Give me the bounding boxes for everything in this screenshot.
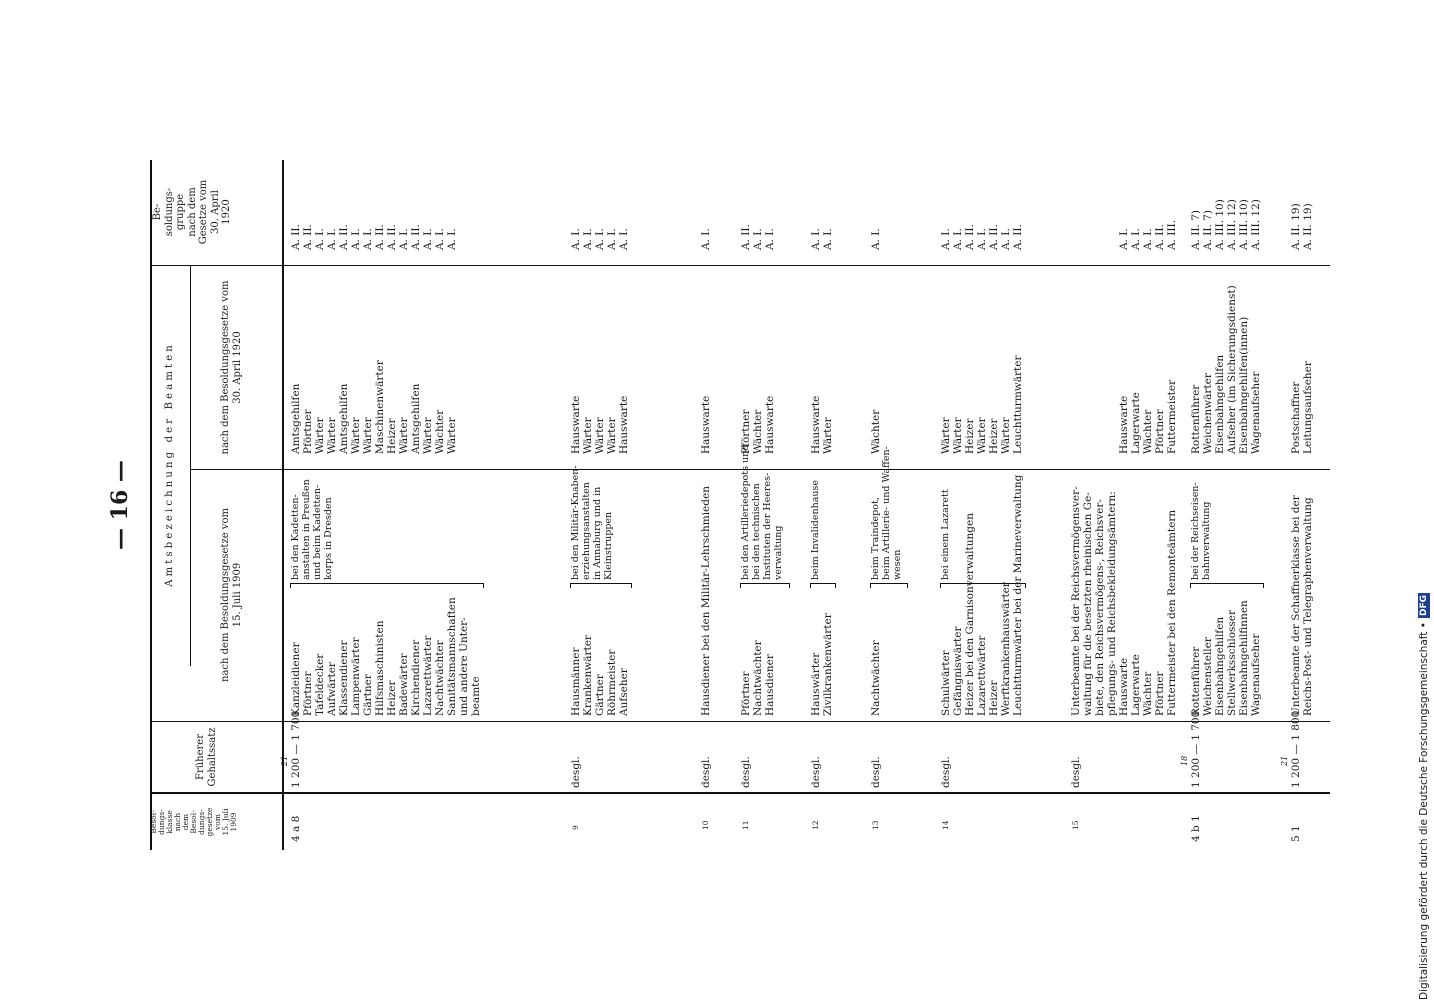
old-titles: [570, 635, 630, 716]
new-title: Pförtner: [740, 409, 752, 454]
old-title: Unterbeamte der Schaffnerklasse bei der: [1290, 495, 1302, 716]
besoldungsgruppe: A. I.: [700, 228, 712, 250]
salary: desgl.: [810, 756, 822, 788]
old-titles: [1290, 495, 1314, 716]
besoldungsgruppe: A. II.: [1154, 224, 1166, 250]
old-title: Sanitätsmannschaften: [446, 597, 458, 716]
old-title: Eisenbahngehilfinnen: [1238, 600, 1250, 716]
row-number: 11: [741, 820, 750, 830]
new-title: [1106, 380, 1118, 454]
old-title: Lazarettwärter: [976, 635, 988, 716]
new-title: Amtsgehilfen: [338, 383, 350, 454]
besoldungsgruppe: [1106, 220, 1118, 250]
besoldungsgruppe: A. I.: [362, 228, 374, 250]
old-title-note: bei den Militär-Knaben- erziehungsanstalten in Annaburg und in Kleinstruppen: [570, 465, 614, 580]
new-title: Heizer: [964, 418, 976, 454]
salary-table: [150, 160, 1330, 850]
new-title: [1082, 380, 1094, 454]
groups: [700, 228, 712, 250]
new-title: Hauswarte: [570, 395, 582, 454]
besoldungsgruppe: A. II.: [964, 224, 976, 250]
old-title: beamte: [470, 676, 482, 716]
besoldungsgruppe: A. II.: [988, 224, 1000, 250]
new-title: Leuchtturmwärter: [1012, 355, 1024, 454]
besoldungsklasse: 4 a 8: [290, 815, 302, 842]
column-rule-4: [150, 265, 1330, 266]
besoldungsgruppe: A. I.: [350, 228, 362, 250]
new-title: Hauswarte: [1118, 395, 1130, 454]
row-number: 10: [701, 820, 710, 830]
new-title: Wärter: [326, 417, 338, 454]
new-title: Amtsgehilfen: [410, 383, 422, 454]
old-title: Heizer: [386, 680, 398, 716]
new-title: Wächter: [434, 409, 446, 454]
page-number: — 16 —: [107, 460, 133, 550]
row-number: 9: [571, 825, 580, 830]
new-title: Amtsgehilfen: [290, 383, 302, 454]
besoldungsgruppe: A. I.: [594, 228, 606, 250]
new-title: Aufseher (im Sicherungsdienst): [1226, 285, 1238, 454]
old-title: Röhrmeister: [606, 649, 618, 716]
new-titles: [700, 396, 712, 454]
new-titles: [810, 396, 834, 454]
besoldungsgruppe: [1082, 220, 1094, 250]
besoldungsgruppe: A. II. 19): [1302, 203, 1314, 250]
new-title: Pförtner: [302, 409, 314, 454]
header-nach-1909: nach dem Besoldungsgesetze vom 15. Juli 1909: [220, 508, 243, 682]
new-title: Wärter: [606, 417, 618, 454]
new-title: Eisenbahngehilfen(innen): [1238, 316, 1250, 454]
old-titles: [740, 640, 776, 716]
besoldungsgruppe: A. II.: [410, 224, 422, 250]
dfg-logo: DFG: [1419, 595, 1429, 617]
row-number: 13: [871, 820, 880, 830]
old-title: Heizer bei den Garnisonverwaltungen: [964, 513, 976, 716]
besoldungsgruppe: A. III. 12): [1250, 199, 1262, 250]
new-title: Lagerwarte: [1130, 392, 1142, 454]
salary: desgl.: [1070, 756, 1082, 788]
new-title: Wagenaufseher: [1250, 371, 1262, 454]
new-title: [1070, 380, 1082, 454]
old-title: Pförtner: [1154, 671, 1166, 716]
old-title: Reichs-Post- und Telegraphenverwaltung: [1302, 497, 1314, 716]
besoldungsgruppe: A. I.: [570, 228, 582, 250]
besoldungsgruppe: A. II.: [302, 224, 314, 250]
new-titles: [290, 360, 458, 454]
old-title: Wächter: [1142, 671, 1154, 716]
old-title-note: bei einem Lazarett: [940, 489, 951, 580]
new-title: Hauswarte: [700, 395, 712, 454]
salary: desgl.: [940, 756, 952, 788]
new-title: Wärter: [314, 417, 326, 454]
old-title: Weichensteller: [1202, 637, 1214, 716]
old-title: Gärtner: [594, 674, 606, 716]
header-besoldungsklasse: Besol- dungs- klasse nach dem Besol- dungs- gesetze vom 15. Juli 1909: [149, 807, 238, 837]
brace: [740, 583, 790, 588]
old-titles: [1070, 486, 1178, 716]
old-title: Leuchtturmwärter bei der Marineverwaltung: [1012, 474, 1024, 716]
old-title: Hilfsmaschinisten: [374, 620, 386, 716]
new-title: Hauswarte: [810, 395, 822, 454]
old-title: Hausmänner: [570, 647, 582, 716]
old-title: Aufwärter: [326, 662, 338, 716]
header-nach-1920: nach dem Besoldungsgesetze vom 30. April 1920: [220, 280, 243, 455]
besoldungsgruppe: A. I.: [1130, 228, 1142, 250]
besoldungsgruppe: A. II. 7): [1190, 209, 1202, 250]
old-title: Kirchendiener: [410, 639, 422, 716]
salary: desgl.: [740, 756, 752, 788]
new-title: Wärter: [952, 417, 964, 454]
old-title: Unterbeamte bei der Reichsvermögensver-: [1070, 486, 1082, 716]
header-rule: [282, 160, 284, 850]
besoldungsklasse: 4 b 1: [1190, 815, 1202, 842]
salary: 1 200 — 1 800: [1290, 710, 1302, 788]
old-titles: [290, 597, 482, 716]
new-title: Wärter: [582, 417, 594, 454]
new-titles: [1070, 380, 1178, 454]
new-title: Futtermeister: [1166, 379, 1178, 454]
groups: [940, 224, 1024, 250]
digitization-note-text: Digitalisierung gefördert durch die Deutsche Forschungsgemeinschaft •: [1418, 622, 1430, 1000]
digitization-note: [1414, 0, 1434, 1000]
besoldungsgruppe: A. I.: [976, 228, 988, 250]
groups: [290, 224, 458, 250]
salary: 1 200 — 1 700: [290, 710, 302, 788]
new-title: Wächter: [870, 409, 882, 454]
old-title: Schulwärter: [940, 650, 952, 716]
groups: [1190, 199, 1262, 250]
old-title: Stellwerksschlosser: [1226, 609, 1238, 716]
old-title: Badewärter: [398, 653, 410, 716]
new-title: Heizer: [988, 418, 1000, 454]
besoldungsgruppe: A. II.: [290, 224, 302, 250]
groups: [570, 228, 630, 250]
besoldungsgruppe: A. I.: [446, 228, 458, 250]
besoldungsgruppe: A. I.: [606, 228, 618, 250]
besoldungsgruppe: A. II. 7): [1202, 209, 1214, 250]
brace: [1190, 583, 1264, 588]
old-titles: [700, 486, 712, 716]
new-title: Pförtner: [1154, 409, 1166, 454]
new-title: Hauswarte: [618, 395, 630, 454]
old-title: Klassendiener: [338, 640, 350, 716]
besoldungsgruppe: A. I.: [940, 228, 952, 250]
row-number: 12: [811, 820, 820, 830]
new-title: Wärter: [350, 417, 362, 454]
new-title: Wärter: [594, 417, 606, 454]
salary: desgl.: [870, 756, 882, 788]
besoldungsgruppe: A. I.: [582, 228, 594, 250]
old-title: Gefängniswärter: [952, 626, 964, 716]
new-title: Wärter: [446, 417, 458, 454]
old-title: Werftkrankenhauswärter: [1000, 582, 1012, 716]
old-title: Nachtwächter: [870, 640, 882, 716]
old-title: Eisenbahngehilfen: [1214, 616, 1226, 716]
group-header-rule: [190, 266, 191, 666]
old-titles: [940, 475, 1024, 716]
new-title: Leitungsaufseher: [1302, 361, 1314, 454]
besoldungsgruppe: A. I.: [326, 228, 338, 250]
new-titles: [570, 396, 630, 454]
besoldungsgruppe: A. I.: [752, 228, 764, 250]
old-title: Lampenwärter: [350, 637, 362, 716]
besoldungsgruppe: A. I.: [764, 228, 776, 250]
old-title: Heizer: [988, 680, 1000, 716]
footnote-number: 18: [1180, 755, 1189, 766]
old-title-note: bei der Reichseisen- bahnverwaltung: [1190, 482, 1212, 580]
new-title: Hauswarte: [764, 395, 776, 454]
new-titles: [1190, 285, 1262, 454]
besoldungsgruppe: A. II.: [386, 224, 398, 250]
besoldungsgruppe: A. III. 10): [1238, 199, 1250, 250]
new-titles: [740, 396, 776, 454]
groups: [740, 224, 776, 250]
old-title-note: bei den Artilleriedepots und bei den technischen Instituten der Heeres- verwaltung: [740, 444, 784, 580]
new-title: Maschinenwärter: [374, 360, 386, 454]
besoldungsgruppe: A. III. 12): [1226, 199, 1238, 250]
old-title: Tafeldecker: [314, 653, 326, 716]
old-title: Nachtwächter: [752, 640, 764, 716]
besoldungsgruppe: A. I.: [314, 228, 326, 250]
old-title-note: beim Traindepot, beim Artillerie- und Waffen- wesen: [870, 446, 903, 580]
besoldungsgruppe: A. I.: [1000, 228, 1012, 250]
besoldungsgruppe: A. I.: [618, 228, 630, 250]
groups: [1070, 220, 1178, 250]
new-title: [1094, 380, 1106, 454]
row-number: 15: [1071, 820, 1080, 830]
old-title: Hauswärter: [810, 652, 822, 716]
header-besoldungsgruppe: Be- soldungs- gruppe nach dem Gesetze vom 30. April 1920: [152, 179, 232, 245]
besoldungsgruppe: A. II.: [374, 224, 386, 250]
new-title: Wärter: [940, 417, 952, 454]
old-title: waltung für die besetzten rheinischen Ge-: [1082, 492, 1094, 716]
besoldungsgruppe: [1070, 220, 1082, 250]
groups: [1290, 203, 1314, 250]
new-title: Heizer: [386, 418, 398, 454]
old-title: Wagenaufseher: [1250, 633, 1262, 716]
brace: [810, 583, 836, 588]
old-title-note: bei den Kadetten- anstalten in Preußen und beim Kadetten- korps in Dresden: [290, 479, 334, 580]
besoldungsgruppe: A. II.: [338, 224, 350, 250]
new-title: Wärter: [822, 417, 834, 454]
salary: desgl.: [570, 756, 582, 788]
brace: [290, 583, 484, 588]
old-title-note: beim Invalidenhause: [810, 480, 821, 580]
new-title: Wärter: [398, 417, 410, 454]
new-titles: [870, 410, 882, 454]
besoldungsgruppe: A. I.: [1142, 228, 1154, 250]
besoldungsgruppe: A. I.: [870, 228, 882, 250]
column-rule-1: [150, 792, 1330, 794]
besoldungsgruppe: A. I.: [398, 228, 410, 250]
salary: 1 200 — 1 700: [1190, 710, 1202, 788]
old-title: Hausdiener bei den Militär-Lehrschmieden: [700, 486, 712, 716]
old-title: Lazarettwärter: [422, 635, 434, 716]
old-title: Kanzleidiener: [290, 642, 302, 716]
new-title: Wärter: [1000, 417, 1012, 454]
old-title: Gärtner: [362, 674, 374, 716]
new-title: Wärter: [422, 417, 434, 454]
old-title: Aufseher: [618, 668, 630, 716]
old-title: Lagerwarte: [1130, 654, 1142, 716]
old-titles: [1190, 600, 1262, 716]
old-title: Hausdiener: [764, 654, 776, 716]
groups: [810, 228, 834, 250]
besoldungsgruppe: [1094, 220, 1106, 250]
besoldungsgruppe: A. I.: [810, 228, 822, 250]
old-title: biete, den Reichsvermögens-, Reichsver-: [1094, 499, 1106, 716]
row-number: 14: [941, 820, 950, 830]
old-title: Pförtner: [302, 671, 314, 716]
besoldungsgruppe: A. I.: [422, 228, 434, 250]
new-title: Postschaffner: [1290, 381, 1302, 454]
old-title: Futtermeister bei den Remonteämtern: [1166, 509, 1178, 716]
brace: [570, 583, 632, 588]
new-title: Weichenwärter: [1202, 373, 1214, 454]
besoldungsgruppe: A. I.: [1118, 228, 1130, 250]
old-title: pflegungs- und Reichsbekleidungsämtern:: [1106, 491, 1118, 716]
brace: [870, 583, 908, 588]
old-titles: [810, 613, 834, 716]
new-title: Eisenbahngehilfen: [1214, 354, 1226, 454]
old-title: Hauswarte: [1118, 657, 1130, 716]
old-title: Zivilkrankenwärter: [822, 613, 834, 716]
header-amtsbezeichnung: A m t s b e z e i c h n u n g d e r B e a m t e n: [164, 345, 175, 587]
footnote-number: 21: [280, 755, 289, 766]
groups: [870, 228, 882, 250]
new-title: Wärter: [362, 417, 374, 454]
old-title: Pförtner: [740, 671, 752, 716]
footnote-number: 21: [1280, 755, 1289, 766]
old-title: und andere Unter-: [458, 617, 470, 716]
old-titles: [870, 640, 882, 716]
besoldungsgruppe: A. I.: [822, 228, 834, 250]
besoldungsgruppe: A. II.: [740, 224, 752, 250]
besoldungsgruppe: A. I.: [434, 228, 446, 250]
besoldungsgruppe: A. I.: [952, 228, 964, 250]
new-title: Wächter: [752, 409, 764, 454]
new-title: Wärter: [976, 417, 988, 454]
column-rule-2: [150, 721, 1330, 722]
new-title: Wächter: [1142, 409, 1154, 454]
salary: desgl.: [700, 756, 712, 788]
besoldungsgruppe: A. II.: [1012, 224, 1024, 250]
brace: [940, 583, 1026, 588]
besoldungsgruppe: A. III.: [1166, 219, 1178, 250]
besoldungsklasse: 5 1: [1290, 825, 1302, 842]
new-titles: [1290, 361, 1314, 454]
old-title: Rottenführer: [1190, 646, 1202, 716]
besoldungsgruppe: A. II. 19): [1290, 203, 1302, 250]
old-title: Nachtwächter: [434, 640, 446, 716]
new-title: Rottenführer: [1190, 384, 1202, 454]
new-titles: [940, 356, 1024, 455]
header-frueherer-gehaltssatz: Früherer Gehaltssatz: [195, 727, 218, 787]
old-title: Krankenwärter: [582, 635, 594, 716]
besoldungsgruppe: A. III. 10): [1214, 199, 1226, 250]
